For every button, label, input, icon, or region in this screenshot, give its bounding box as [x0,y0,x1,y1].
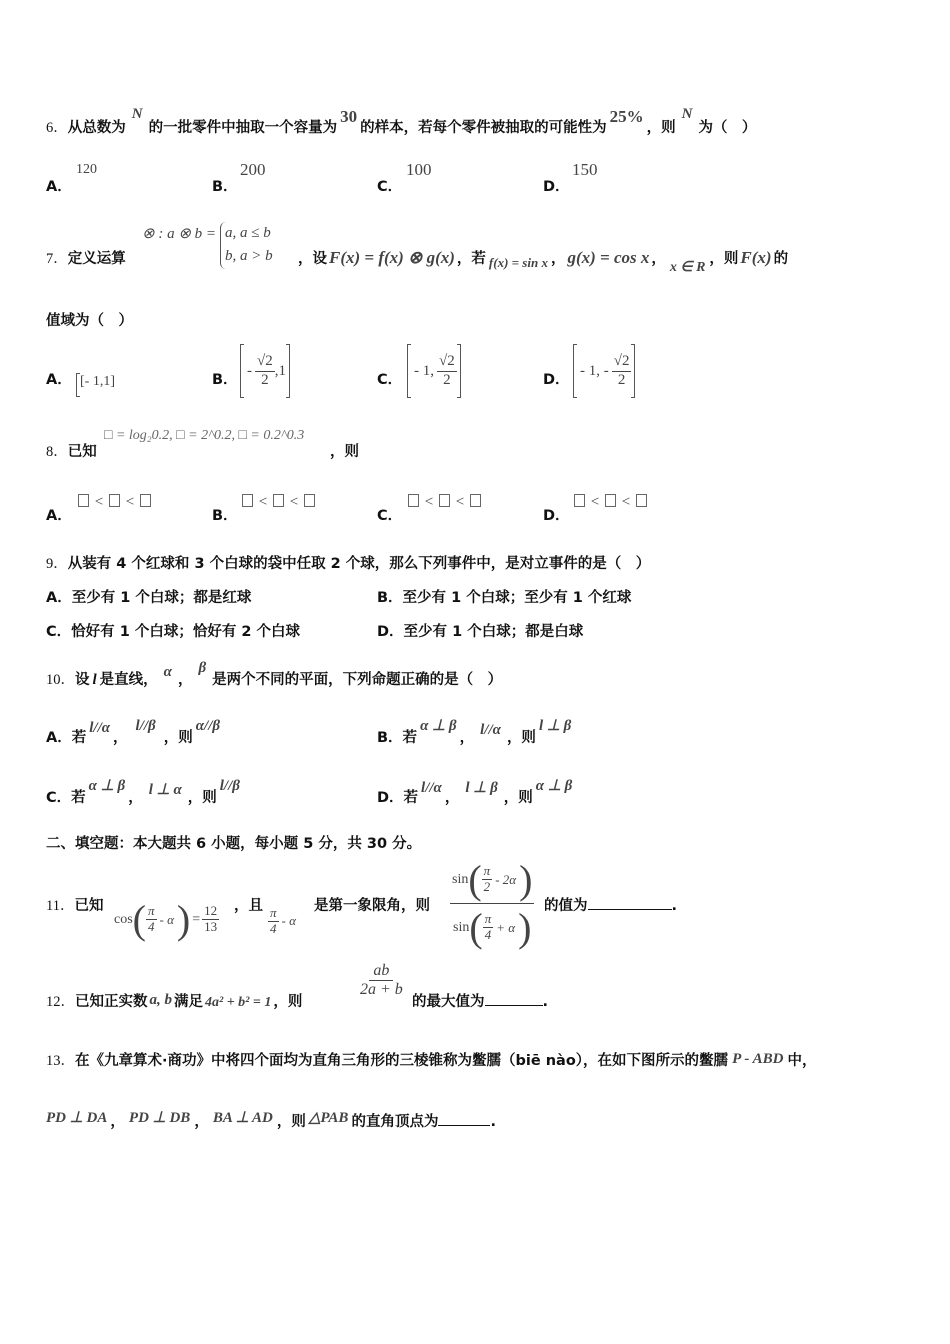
q11-cos-expression: cos ( $\frac{\pi}{4}$ - α ) = $\frac{12}{13}$ [114,897,218,942]
q11-and: ，且 [234,898,263,914]
q11-target-fraction: sin ( $\frac{\pi}{2}$ - 2α ) sin ( $\frac{\pi}{4}$ + α ) [452,857,533,950]
q9-option-a: A．至少有 1 个白球；都是红球 [46,590,252,606]
q11-stem-mid: 是第一象限角，则 [314,898,430,914]
q6-option-c: C． [377,179,403,195]
q7-number-stem: 7．定义运算 [46,251,126,267]
q7-g-def: g(x) = cos x [567,248,650,267]
q7-option-d: D． [543,372,570,388]
q9-option-d: D．至少有 1 个白球；都是白球 [377,624,584,640]
q8-option-d-value: < < [572,494,649,511]
q13-stem: 13．在《九章算术·商功》中将四个面均为直角三角形的三棱锥称为鳖臑（biē nào），在如下图所示的鳖臑 P - ABD 中， [46,1051,817,1069]
q9-option-c: C．恰好有 1 个白球；恰好有 2 个白球 [46,624,301,640]
q8-stem: 8．已知 [46,444,97,460]
q8-option-a-value: < < [76,494,153,511]
q11-stem-end: 的值为 . [544,898,678,914]
q7-stem-line2: 值域为（ ） [46,313,133,329]
q12-stem-end: 的最大值为 . [412,994,549,1010]
q10-option-a: A．若l//α，l//β，则α//β [46,718,221,746]
q6-number: 6． [46,120,68,136]
q6-probability: 25% [609,107,644,126]
q6-sample-size: 30 [340,107,358,126]
q6-option-c-value: 100 [406,160,432,179]
q6-option-d-value: 150 [572,160,598,179]
q7-option-a: A． [46,372,72,388]
q7-case-2: b, a > b [225,248,273,265]
q6-var-N: N [131,106,143,122]
q11-stem: 11．已知 [46,898,104,914]
q10-option-b: B．若α ⊥ β， l//α ，则l ⊥ β [377,718,572,746]
q7-case-1: a, a ≤ b [225,225,271,241]
q6-option-a-value: 120 [76,162,97,177]
q7-domain: x ∈ R [669,260,706,275]
q8-option-a: A． [46,508,72,524]
q10-stem: 10．设 l 是直线， α ，β是两个不同的平面，下列命题正确的是（ ） [46,660,503,688]
q8-option-c: C． [377,508,403,524]
q7-option-c: C． [377,372,403,388]
q7-F-def: F(x) = f(x) ⊗ g(x) [329,248,455,267]
q7-operation-def: ⊗ : a ⊗ b = a, a ≤ b b, a > b [142,222,273,269]
q7-option-b: B． [212,372,238,388]
q7-Fx: F(x) [740,248,772,267]
q6-option-a: A． [46,179,72,195]
q8-option-c-value: < < [406,494,483,511]
q13-stem-line2: PD ⊥ DA ， PD ⊥ DB ， BA ⊥ AD ，则 △PAB 的直角顶点为 . [46,1110,496,1130]
q8-option-d: D． [543,508,570,524]
q12-stem: 12．已知正实数 a, b 满足 4a² + b² = 1 ，则 [46,992,303,1010]
q10-option-c: C．若α ⊥ β， l ⊥ α ，则l//β [46,778,240,806]
q8-expression: □ = log₂0.2, □ = 2^0.2, □ = 0.2^0.3 [104,428,305,443]
q6-var-N-2: N [681,106,693,122]
q10-option-d: D．若l//α，l ⊥ β，则α ⊥ β [377,778,573,806]
q7-option-d-value: - 1, - $\frac{√2}{2}$ [573,344,635,398]
q7-stem-rest: ，设 F(x) = f(x) ⊗ g(x) ，若 f(x) = sin x ， g(x) = cos x ，x ∈ R，则 F(x) 的 [298,248,789,275]
q6-stem: 6．从总数为N的一批零件中抽取一个容量为30的样本，若每个零件被抽取的可能性为25%，则N为（ ） [46,106,757,136]
q6-option-b-value: 200 [240,160,266,179]
q8-stem-end: ，则 [330,444,359,460]
q13-answer-blank[interactable] [438,1125,490,1126]
q6-option-d: D． [543,179,570,195]
q11-answer-blank[interactable] [588,909,672,910]
q8-option-b-value: < < [240,494,317,511]
q7-option-a-value: [- 1,1] [76,373,115,397]
q8-option-b: B． [212,508,238,524]
section-2-heading: 二、填空题：本大题共 6 小题，每小题 5 分，共 30 分。 [46,836,422,852]
q9-option-b: B．至少有 1 个白球；至少有 1 个红球 [377,590,632,606]
q7-f-def: f(x) = sin x [488,255,548,270]
q6-option-b: B． [212,179,238,195]
q7-option-c-value: - 1, $\frac{√2}{2}$ [407,344,461,398]
q12-fraction: $\frac{ab}{2a + b}$ [360,962,403,999]
q12-answer-blank[interactable] [485,1005,543,1006]
q7-option-b-value: - $\frac{√2}{2}$ ,1 [240,344,290,398]
q11-angle: $\frac{\pi}{4}$ - α [270,905,296,936]
q9-stem: 9．从装有 4 个红球和 3 个白球的袋中任取 2 个球，那么下列事件中，是对立事件的是（ ） [46,556,651,572]
